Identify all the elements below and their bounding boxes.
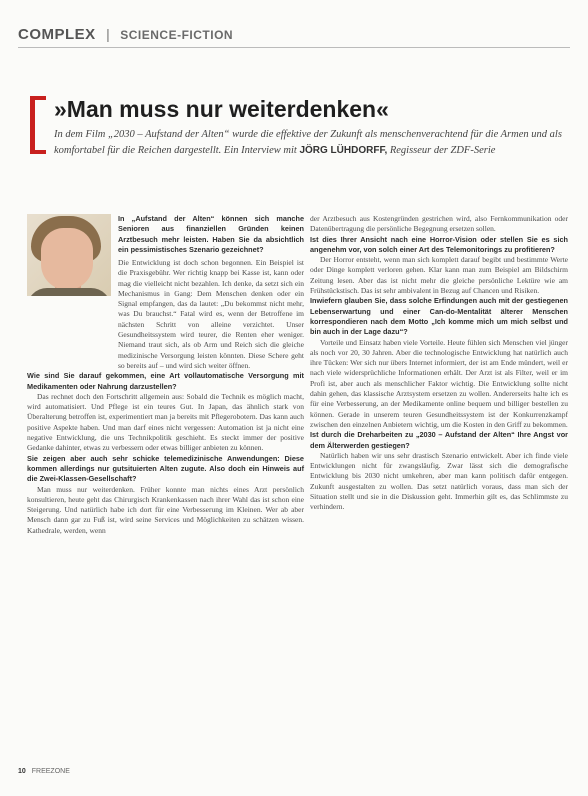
article-lead xyxy=(54,127,564,159)
answer-3: Man muss nur weiterdenken. Früher konnte man nichts eines Arzt persönlich konsultieren, heute geht das Chirurgisch Krankenkassen nach ihrer Wahl das ist schon eine Steigerung. Und natürlich habe ich dort für eine Verbesserung im Kleinen. Wer ab aber Mensch dann gar zu Fuß ist, wird seine Services und Möglichkeiten zu schätzen wissen. Kathedrale, werden, wenn xyxy=(27,484,304,535)
section-name: SCIENCE-FICTION xyxy=(120,28,234,42)
right-column xyxy=(310,214,568,513)
interviewee-name: JÖRG LÜHDORFF, xyxy=(299,145,388,156)
question-4: Ist dies Ihrer Ansicht nach eine Horror-Vision oder stellen Sie es sich angenehm vor, von solch einer Art des Telemonitorings zu profitieren? xyxy=(310,234,568,254)
left-column-top xyxy=(118,214,304,255)
red-bracket-icon xyxy=(30,96,35,154)
answer-6: Natürlich haben wir uns sehr drastisch Szenario entwickelt. Aber ich finde viele Entwicklungen nicht für zwangsläufig. Zwar lässt sich die demografische Entwicklung bis 2030 nicht umkehren, aber man kann politisch dafür entgegen. Zukunft ausgestalten zu wollen. Das setzt natürlich voraus, dass man sich der Situation stellt und sie in die Diskussion geht. Immerhin gilt es, das Schlimmste zu verhindern. xyxy=(310,450,568,512)
answer-5: Vorteile und Einsatz haben viele Vorteile. Heute fühlen sich Menschen viel jünger als noch vor 20, 30 Jahren. Aber die technologische Entwicklung hat natürlich auch ihre Tücken: Wer sich nur übers Internet informiert, der ist am Ende mündert, weil er nach viele widersprüchliche Informationen erhält. Der Arzt ist als Filter, weil er im Profi ist, aber auch als menschlicher Faktor wichtig. Die Entwicklung sollte nicht dahin gehen, das klassische Arztsystem ersetzen zu wollen. Andererseits halte ich es für eine Verbesserung, an der Medikamente online bequem und billiger bestellen zu können. Gerade in unserem teuren Gesundheitssystem ist der Konkurrenzkampf zwischen den einzelnen Anbietern wichtig, um die Kosten in den Griff zu bekommen. xyxy=(310,337,568,429)
lead-text: In dem Film „2030 – Aufstand der Alten“ wurde die effektive der Zukunft als menschenverachtend für die Armen und als komfortabel für die Reichen dargestellt. Ein Interview mit xyxy=(54,129,562,156)
header-rule xyxy=(18,47,570,48)
question-1: In „Aufstand der Alten“ können sich manche Senioren aus finanziellen Gründen keinen Arztbesuch mehr leisten. Haben Sie da absichtlich ein pessimistisches Szenario gezeichnet? xyxy=(118,214,304,254)
red-bracket-bottom xyxy=(30,150,46,154)
answer-1: Die Entwicklung ist doch schon begonnen. Ein Beispiel ist die Praxisgebühr. Wer richtig knapp bei Kasse ist, kann oder mag die vielleicht nicht bezahlen. Ich denke, da setzt sich ein Mechanismus in Gang: Dem Menschen denken oder ein Signal empfangen, das da lautet: „Du bekommst nicht mehr, was Du brauchst.“ Fatal wird es, wenn der Betroffene im nächsten Schritt von alleine verzichtet. Unser Gesundheitssystem wird teurer, die Renten eher weniger. Niemand traut sich, als ob Arm und Reich sich die gleiche medizinische Versorgung leisten könnten. Diese Schere geht so bereits auf – und wird sich weiter öffnen. xyxy=(118,258,304,370)
question-3: Sie zeigen aber auch sehr schicke telemedizinische Anwendungen: Diese kommen allerdings nur gutsituierten Alten zugute. Also doch ein Hinweis auf die Zwei-Klassen-Gesellschaft? xyxy=(27,453,304,484)
lead-after: Regisseur der ZDF-Serie xyxy=(389,145,496,156)
section-header xyxy=(18,26,233,44)
question-2: Wie sind Sie darauf gekommen, eine Art vollautomatische Versorgung mit Medikamenten oder Nahrung darzustellen? xyxy=(27,371,304,391)
question-5: Inwiefern glauben Sie, dass solche Erfindungen auch mit der gestiegenen Lebenserwartung und einer Can-do-Mentalität älterer Menschen korrespondieren nach dem Motto „Ich komme mich um mich selbst und bin auch in der Lage dazu“? xyxy=(310,296,568,337)
publication-name: FREEZONE xyxy=(31,768,70,775)
header-separator: | xyxy=(106,26,110,42)
answer-4: Der Horror entsteht, wenn man sich komplett darauf begibt und bestimmte Werte oder Dinge komplett verloren gehen. Klar kann man zum Beispiel am Bildschirm Zeitung lesen. Aber das ist nicht mehr die gleiche persönliche Lektüre wie am Frühstückstisch. Das ist sehr ambivalent in Bezug auf Chancen und Risiken. xyxy=(310,255,568,296)
page-footer xyxy=(18,768,70,775)
page-number: 10 xyxy=(18,768,26,775)
left-column xyxy=(27,258,304,536)
magazine-name: COMPLEX xyxy=(18,26,96,43)
article-headline: »Man muss nur weiterdenken« xyxy=(54,96,389,122)
red-bracket-top xyxy=(30,96,46,100)
answer-2: Das rechnet doch den Fortschritt allgemein aus: Sobald die Technik es möglich macht, wird automatisiert. Und Pflege ist ein teures Gut. In Japan, das ähnlich stark von Überalterung betroffen ist, experimentiert man ja bereits mit Pflegerobotern. Das kann auch positive Aspekte haben. Und man darf eines nicht vergessen: Automation ist ja nicht eine negative Entwicklung, die uns Technikpolitik geschieht. Es steckt immer der positive Gedanke dahinter, etwas zu verbessern oder etwas billiger anbieten zu können. xyxy=(27,391,304,453)
answer-3-continued: der Arztbesuch aus Kostengründen gestrichen wird, also Fernkommunikation oder Datenübertragung die persönliche Begegnung ersetzen sollen. xyxy=(310,214,568,234)
question-6: Ist durch die Dreharbeiten zu „2030 – Aufstand der Alten“ Ihre Angst vor dem Älterwerden gestiegen? xyxy=(310,430,568,450)
